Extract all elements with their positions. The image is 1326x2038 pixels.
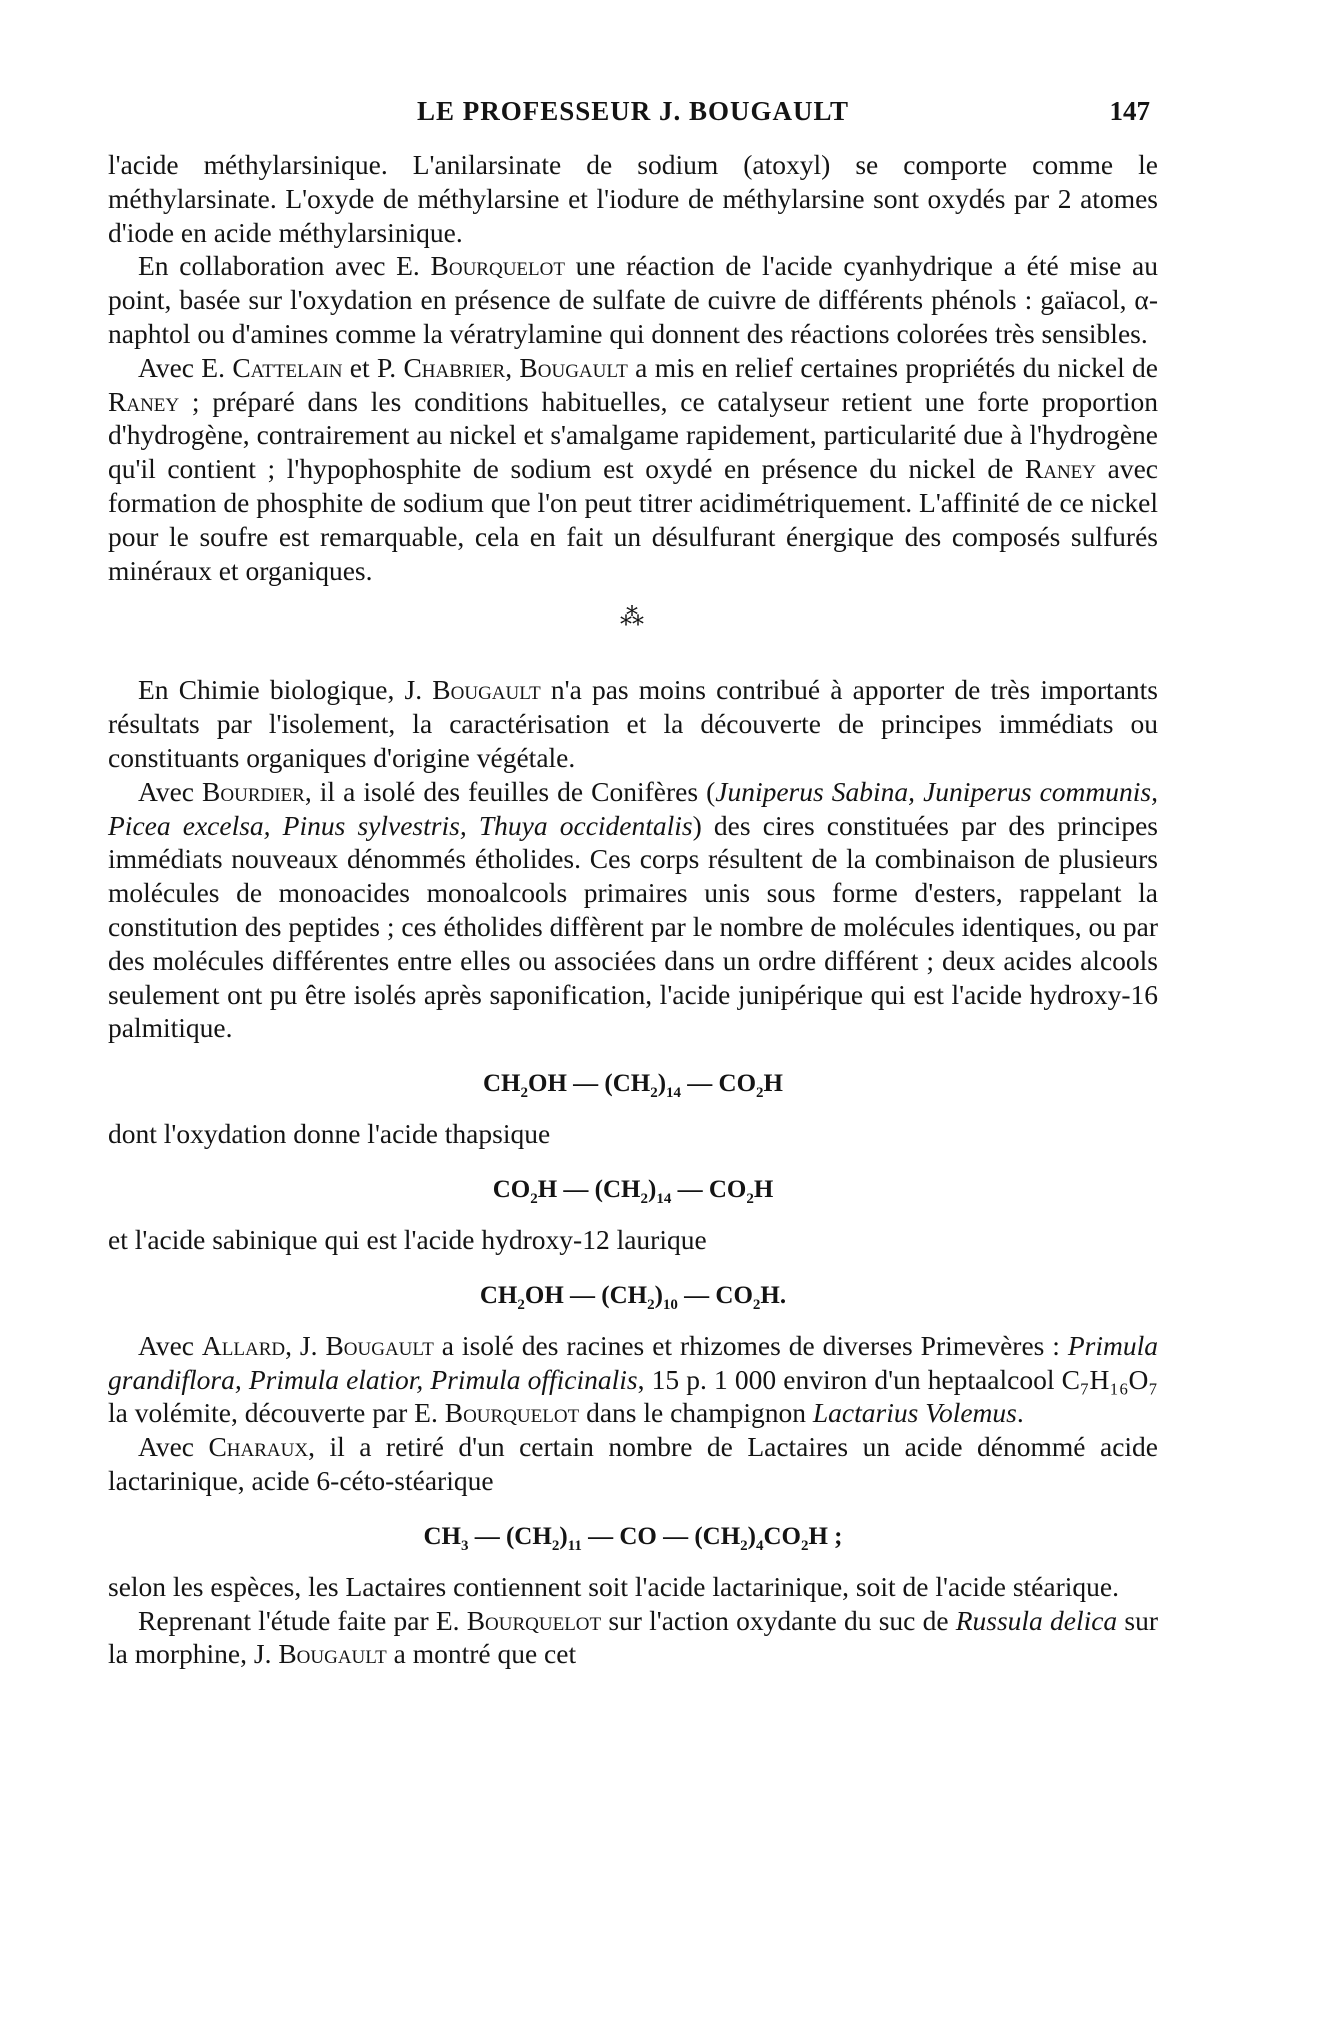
section-asterism: ⁂: [620, 605, 646, 632]
text-run: ,: [505, 351, 520, 383]
formula-subscript: 2: [551, 1537, 560, 1554]
formula-part: H ;: [808, 1522, 843, 1550]
formula-part: ): [654, 1281, 663, 1309]
formula-subscript: 3: [460, 1537, 469, 1554]
formula-part: OH — (CH: [528, 1070, 651, 1098]
formula-part: CH: [483, 1070, 521, 1098]
text-run: avec formation de phosphite de sodium que l'on peut titrer acidimétriquement. L'affinité de ce nickel pour le soufre est remarquable, cela en fait un désulfurant énergique des composés sulfurés minéraux et organiques.: [108, 453, 1158, 586]
species-names: Lactarius Volemus: [812, 1397, 1017, 1429]
formula-part: ): [648, 1175, 657, 1203]
paragraph-11: [108, 1604, 1158, 1672]
author-name: Allard: [201, 1329, 286, 1361]
formula-part: ): [657, 1070, 667, 1098]
text-run: une réaction de l'acide cyanhydrique a été mise au point, basée sur l'oxydation en présence de sulfate de cuivre de différents phénols : gaïacol, α-naphtol ou d'amines comme la vératrylamine qui donnent des réactions colorées très sensibles.: [108, 250, 1158, 349]
page-header: [108, 96, 1158, 136]
paragraph-1: [108, 148, 1158, 249]
paragraph-9: [108, 1430, 1158, 1498]
formula-subscript: 2: [752, 1296, 761, 1313]
text-run: Avec: [138, 1329, 202, 1361]
formula-part: ): [747, 1522, 756, 1550]
text-run: a mis en relief certaines propriétés du nickel de: [627, 351, 1159, 383]
formula-subscript: 2: [517, 1296, 525, 1313]
text-run: ; préparé dans les conditions habituelles, ce catalyseur retient une forte proportion d'hydrogène, contrairement au nickel et s'amalgame rapidement, particularité due à l'hydrogène qu'il contient ; l'hypophosphite de sodium est oxydé en présence du nickel de: [108, 385, 1158, 485]
paragraph-10: [108, 1570, 1158, 1604]
formula-subscript: 2: [740, 1537, 748, 1554]
text-run: , il a isolé des feuilles de Conifères (: [304, 775, 716, 807]
text-run: Avec: [138, 1431, 209, 1463]
formula-subscript: 2: [756, 1085, 764, 1102]
text-run: Reprenant l'étude faite par E.: [138, 1604, 467, 1636]
paragraph-6: [108, 1117, 1158, 1151]
formula-part: CH: [479, 1281, 518, 1309]
formula-subscript: 2: [746, 1190, 754, 1207]
formula-part: CO: [492, 1175, 531, 1203]
formula-subscript: 2: [640, 1190, 648, 1207]
paragraph-3: [108, 351, 1158, 588]
text-run: selon les espèces, les Lactaires contiennent soit l'acide lactarinique, soit de l'acide stéarique.: [108, 1570, 1119, 1602]
formula-part: CH: [423, 1522, 461, 1550]
text-run: et l'acide sabinique qui est l'acide hydroxy-12 laurique: [108, 1223, 707, 1255]
formula-subscript: 2: [800, 1537, 809, 1554]
species-names: Juniperus Sabina, Juniperus communis, Picea excelsa, Pinus sylvestris, Thuya occidentalis: [108, 775, 1158, 841]
text-run: ) des cires constituées par des principes immédiats nouveaux dénommés étholides. Ces corps résultent de la combinaison de plusieurs molécules de monoacides monoalcools primaires unis sous forme d'esters, rappelant la constitution des peptides ; ces étholides diffèrent par le nombre de molécules identiques, ou par des molécules différentes entre elles ou associées dans un ordre différent ; deux acides alcools seulement ont pu être isolés après saponification, l'acide junipérique qui est l'acide hydroxy-16 palmitique.: [108, 809, 1158, 1044]
formula-part: H: [753, 1175, 774, 1203]
formula-subscript: 11: [567, 1537, 582, 1554]
formula-part: — CO — (CH: [581, 1522, 741, 1550]
author-name: Raney: [108, 385, 180, 417]
formula-part: H — (CH: [537, 1175, 641, 1203]
author-name: Bourquelot: [466, 1604, 602, 1636]
text-run: sur l'action oxydante du suc de: [601, 1604, 956, 1636]
formula-subscript: 10: [662, 1296, 678, 1313]
text-run: , il a retiré d'un certain nombre de Lactaires un acide dénommé acide lactarinique, acide 6-céto-stéarique: [108, 1431, 1158, 1496]
text-run: sur la morphine, J.: [108, 1604, 1158, 1670]
author-name: Raney: [1024, 453, 1097, 485]
page-body: [108, 148, 1158, 1671]
author-name: Bourdier: [202, 775, 305, 807]
text-run: a montré que cet: [386, 1638, 577, 1670]
author-name: Charaux: [208, 1431, 309, 1463]
paragraph-5: [108, 775, 1158, 1045]
formula-subscript: 14: [656, 1190, 672, 1207]
formula-part: — CO: [671, 1175, 747, 1203]
author-name: Cattelain: [232, 351, 343, 383]
formula-subscript: 14: [666, 1085, 682, 1102]
formula-part: — CO: [677, 1281, 753, 1309]
formula-part: ): [559, 1522, 568, 1550]
formula-subscript: 4: [755, 1537, 764, 1554]
author-name: Bourquelot: [444, 1397, 580, 1429]
formula-part: — (CH: [468, 1522, 552, 1550]
formula-subscript: 2: [520, 1085, 528, 1102]
author-name: Bougault: [325, 1329, 434, 1361]
formula-part: OH — (CH: [524, 1281, 648, 1309]
species-names: Primula grandiflora, Primula elatior, Primula officinalis: [108, 1329, 1159, 1395]
author-name: Bougault: [278, 1638, 387, 1670]
author-name: Bougault: [519, 351, 628, 383]
formula-subscript: 2: [650, 1085, 658, 1102]
paragraph-1-text: l'acide méthylarsinique. L'anilarsinate de sodium (atoxyl) se comporte comme le méthylarsinate. L'oxyde de méthylarsine et l'iodure de méthylarsine sont oxydés par 2 atomes d'iode en acide méthylarsinique.: [108, 149, 1158, 248]
author-name: Bourquelot: [430, 250, 565, 282]
text-run: , J.: [285, 1329, 326, 1361]
formula-sabinic-acid: [108, 1281, 1158, 1311]
species-names: Russula delica: [955, 1604, 1118, 1636]
paragraph-7: [108, 1223, 1158, 1257]
author-name: Chabrier: [403, 351, 506, 383]
formula-lactarinic-acid: [108, 1522, 1158, 1552]
text-run: a isolé des racines et rhizomes de diverses Primevères :: [433, 1329, 1068, 1361]
formula-subscript: 2: [647, 1296, 655, 1313]
paragraph-2: [108, 249, 1158, 350]
formula-part: — CO: [681, 1070, 757, 1098]
formula-part: H.: [760, 1281, 787, 1309]
text-run: En collaboration avec E.: [138, 250, 431, 282]
text-run: dans le champignon: [579, 1397, 813, 1429]
paragraph-8: [108, 1329, 1158, 1430]
text-run: .: [1016, 1397, 1024, 1429]
text-run: , 15 p. 1 000 environ d'un heptaalcool C₇H₁₆O₇ la volémite, découverte par E.: [108, 1363, 1158, 1429]
formula-part: H: [763, 1070, 783, 1098]
text-run: n'a pas moins contribué à apporter de très importants résultats par l'isolement, la caractérisation et la découverte de principes immédiats ou constituants organiques d'origine végétale.: [108, 674, 1158, 773]
paragraph-4: [108, 673, 1158, 774]
formula-part: CO: [763, 1522, 801, 1550]
running-title: LE PROFESSEUR J. BOUGAULT: [416, 96, 850, 126]
text-run: Avec: [138, 775, 203, 807]
formula-subscript: 2: [530, 1190, 538, 1207]
formula-thapsic-acid: [108, 1175, 1158, 1205]
text-run: En Chimie biologique, J.: [138, 674, 433, 706]
text-run: Avec E.: [138, 351, 233, 383]
formula-juniperic-acid: [108, 1069, 1158, 1102]
text-run: dont l'oxydation donne l'acide thapsique: [108, 1118, 551, 1150]
text-run: et P.: [342, 351, 404, 383]
page-number: 147: [1109, 96, 1150, 126]
author-name: Bougault: [432, 674, 541, 706]
